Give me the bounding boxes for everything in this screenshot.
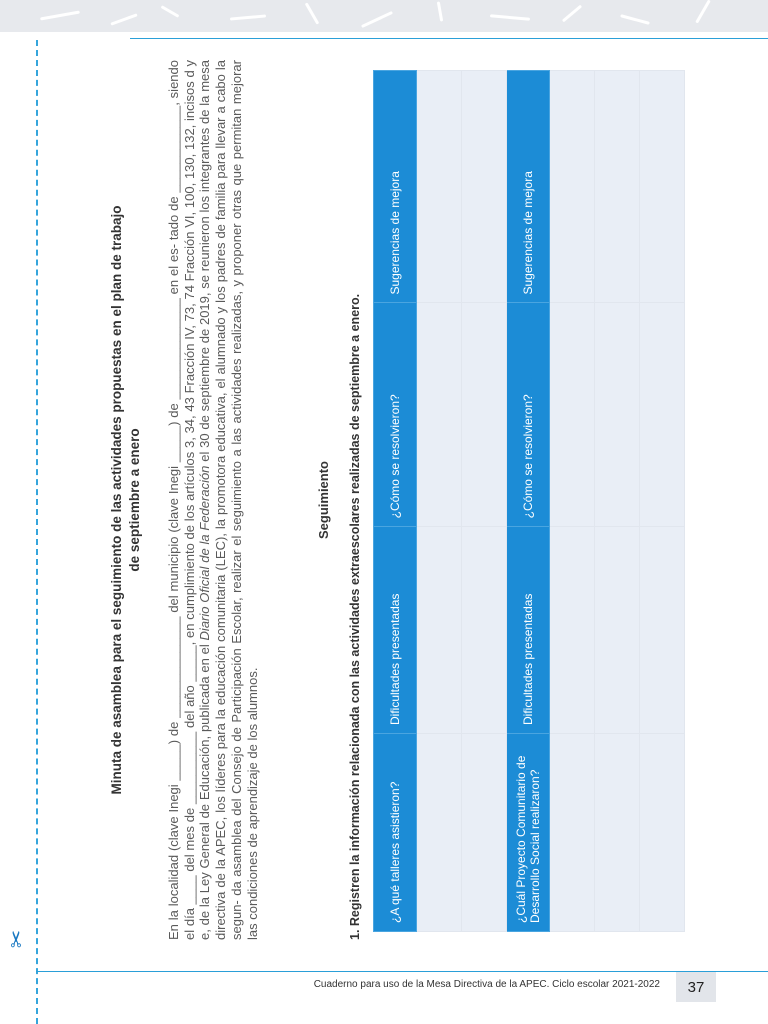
table-header-row <box>507 71 550 932</box>
tracking-table <box>373 70 685 932</box>
table-cell[interactable] <box>640 527 685 734</box>
table-header-cell: ¿A qué talleres asistieron? <box>374 733 417 931</box>
intro-italic: de la Federación <box>197 465 213 563</box>
top-decorative-band <box>0 0 768 32</box>
table-cell[interactable] <box>462 303 507 527</box>
section-subtitle: Seguimiento <box>316 461 331 540</box>
footer-text: Cuaderno para uso de la Mesa Directiva de la APEC. Ciclo escolar 2021-2022 <box>313 979 660 990</box>
table-cell[interactable] <box>595 527 640 734</box>
title-line-2: de septiembre a enero <box>127 428 142 572</box>
footer-rule <box>36 971 768 972</box>
table-header-cell: Sugerencias de mejora <box>374 71 417 304</box>
table-cell[interactable] <box>417 303 462 527</box>
intro-line: que permitan mejorar las condiciones de aprendizaje de los alumnos. <box>228 60 260 940</box>
intro-line: tado de ____________, siendo el día ____ del mes de __________ del año _____, en cumplimiento de los artículos 3, 34, <box>166 60 197 940</box>
table-cell[interactable] <box>550 303 595 527</box>
table-cell[interactable] <box>550 71 595 304</box>
rotated-content <box>108 60 714 940</box>
table-cell[interactable] <box>640 71 685 304</box>
table-cell[interactable] <box>595 303 640 527</box>
scissors-icon: ✂ <box>4 929 30 949</box>
table-header-cell: ¿Cuál Proyecto Comunitario de Desarrollo Social realizaron? <box>507 733 550 931</box>
table-cell[interactable] <box>595 71 640 304</box>
cut-line <box>36 40 38 1024</box>
table-header-cell: ¿Cómo se resolvieron? <box>374 303 417 527</box>
table-cell[interactable] <box>550 733 595 931</box>
table-cell[interactable] <box>462 527 507 734</box>
table-header-row <box>374 71 417 932</box>
intro-line: el 30 de septiembre de 2019, se reunieron los integrantes de la mesa directiva de la APEC, los líderes para <box>197 60 229 940</box>
table-cell[interactable] <box>640 303 685 527</box>
table-cell[interactable] <box>417 733 462 931</box>
table-row <box>417 71 462 932</box>
table-header-cell: Dificultades presentadas <box>374 527 417 734</box>
table-cell[interactable] <box>462 733 507 931</box>
top-rule <box>130 38 768 39</box>
page-number: 37 <box>676 972 716 1002</box>
table-cell[interactable] <box>550 527 595 734</box>
intro-line: da asamblea del Consejo de Participación Escolar, realizar el seguimiento a las actividades realizadas, y proponer otras <box>228 189 244 896</box>
table-cell[interactable] <box>462 71 507 304</box>
table-header-cell: Dificultades presentadas <box>507 527 550 734</box>
table-cell[interactable] <box>640 733 685 931</box>
table-row <box>595 71 640 932</box>
intro-paragraph <box>166 60 260 940</box>
table-cell[interactable] <box>595 733 640 931</box>
table-header-cell: ¿Cómo se resolvieron? <box>507 303 550 527</box>
title-line-1: Minuta de asamblea para el seguimiento de las actividades propuestas en el plan de trabajo <box>109 205 124 795</box>
page-title <box>108 60 144 940</box>
intro-line: la educación comunitaria (LEC), la promotora educativa, el alumnado y los padres de familia para llevar a cabo la segun- <box>213 60 244 940</box>
intro-italic: Diario Oficial <box>197 566 213 641</box>
intro-line: En la localidad (clave Inegi _____) de ______________ del municipio (clave Inegi _____) de ______________ en el es- <box>166 243 181 940</box>
table-row <box>462 71 507 932</box>
table-row <box>550 71 595 932</box>
table-cell[interactable] <box>417 71 462 304</box>
table-header-cell: Sugerencias de mejora <box>507 71 550 304</box>
intro-line: 43 Fracción IV, 73, 74 Fracción VI, 100, 130, 132, incisos d y e, de la Ley General de Educación, publicada en el <box>181 60 213 940</box>
instruction-text: 1. Registren la información relacionada con las actividades extraescolares realizadas de septiembre a enero. <box>348 293 362 940</box>
table-cell[interactable] <box>417 527 462 734</box>
table-row <box>640 71 685 932</box>
